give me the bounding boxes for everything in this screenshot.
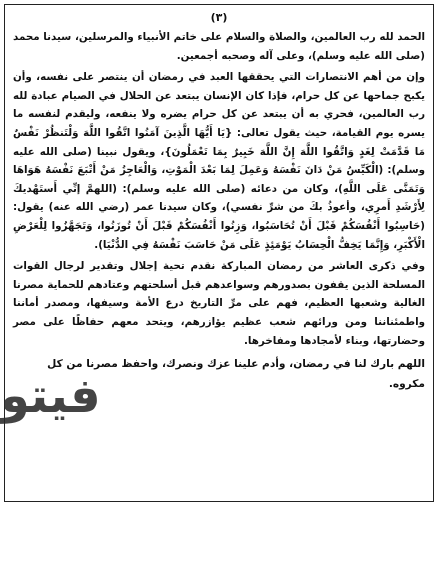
watermark-logo: فيتو xyxy=(0,368,101,424)
page-number: (٣) xyxy=(210,11,228,24)
opening-paragraph: الحمد لله رب العالمين، والصلاة والسلام على خاتم الأنبياء والمرسلين، سيدنا محمد (صلى الله عليه وسلم)، وعلى آله وصحبه أجمعين. xyxy=(13,31,425,62)
bottom-margin xyxy=(0,502,440,586)
document-page xyxy=(4,4,434,502)
closing-prayer: اللهم بارك لنا في رمضان، وأدم علينا عزك ونصرك، واحفظ مصرنا من كل مكروه. xyxy=(47,358,425,391)
victory-over-self-paragraph: وإن من أهم الانتصارات التي يحققها العبد في رمضان أن ينتصر على نفسه، وأن يكبح جماحها عن كل حرام، فإذا كان الإنسان يبتعد عن الحلال في الصيام عبادة لله رب العالمين، فحري به أن يبتعد عن كل حرام يضره ولا ينفعه، وليقدم لنفسه ما يسره يوم القيامة، حيث يقول تعالى: {يَا أَيُّهَا الَّذِينَ آمَنُوا اتَّقُوا اللَّهَ وَلْتَنظُرْ نَفْسٌ مَا قَدَّمَتْ لِغَدٍ وَاتَّقُوا اللَّهَ إِنَّ اللَّهَ خَبِيرٌ بِمَا تَعْمَلُونَ}، ويقول نبينا (صلى الله عليه وسلم): (الْكَيِّسُ مَنْ دَانَ نَفْسَهُ وَعَمِلَ لِمَا بَعْدَ الْمَوْتِ، وَالْعَاجِزُ مَنْ أَتْبَعَ نَفْسَهُ هَوَاهَا وَتَمَنَّى عَلَى اللَّهِ)، وكان من دعائه (صلى الله عليه وسلم): (اللهمَّ إنِّي أَستَهْديكَ لِأَرْشَدِ أَمرِي، وأعوذُ بكَ من شرِّ نفسي)، وكان سيدنا عمر (رضي الله عنه) يقول: (حَاسِبُوا أَنْفُسَكُمْ قَبْلَ أَنْ تُحَاسَبُوا، وَزِنُوا أَنْفُسَكُمْ قَبْلَ أَنْ تُوزَنُوا، وَتَجَهَّزُوا لِلْعَرْضِ الْأَكْبَرِ، وَإِنَّمَا يَخِفُّ الْحِسَابُ يَوْمَئِذٍ عَلَى مَنْ حَاسَبَ نَفْسَهُ فِي الدُّنْيَا). xyxy=(13,71,425,251)
tenth-of-ramadan-paragraph: وفي ذكرى العاشر من رمضان المباركة نقدم تحية إجلال وتقدير لرجال القوات المسلحة الذين يقفون بصدورهم وسواعدهم قبل أسلحتهم وعتادهم للحماية مصرنا الغالية وشعبها العظيم، فهم على مرِّ التاريخ درع الأمة وسيفها، ومصدر أماننا واطمئناننا ومن ورائهم شعب عظيم يؤازرهم، ويتحد معهم حفاظًا على مصر وحضارتها، وبناء لأمجادها ومفاخرها. xyxy=(13,260,425,347)
